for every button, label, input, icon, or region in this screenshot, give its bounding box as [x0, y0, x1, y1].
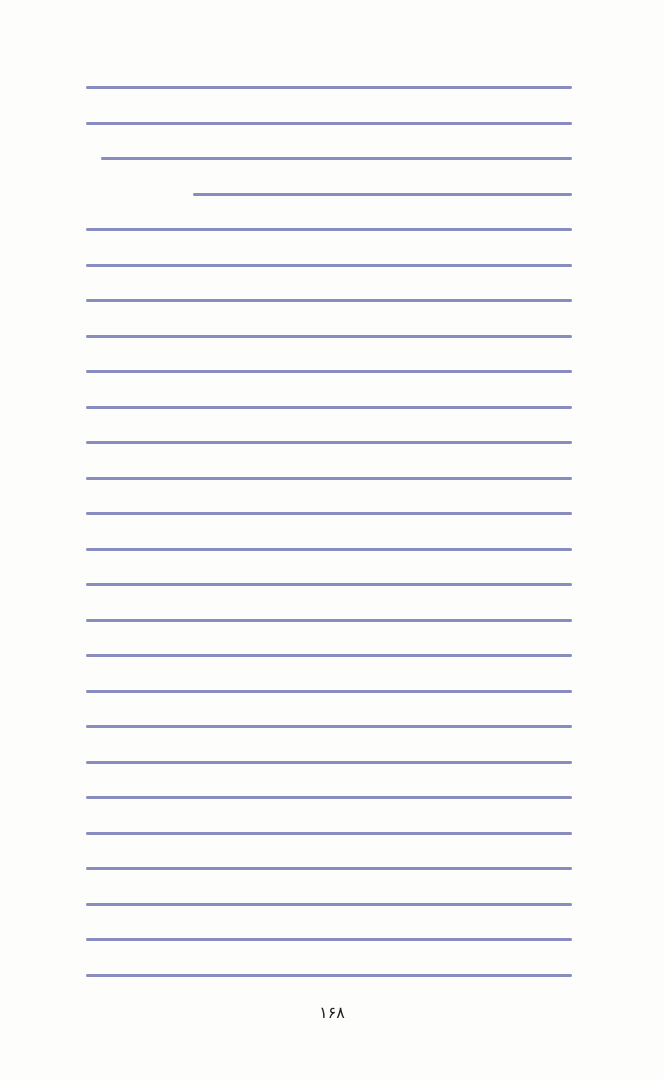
text-line	[86, 922, 572, 958]
text-line	[86, 248, 572, 284]
text-line	[86, 745, 572, 781]
text-line	[86, 603, 572, 639]
page-number: ۱۶۸	[319, 1003, 345, 1022]
text-line	[86, 532, 572, 568]
text-line	[86, 780, 572, 816]
page-text-lines	[86, 70, 572, 993]
text-line	[86, 425, 572, 461]
text-line	[86, 390, 572, 426]
text-line	[86, 851, 572, 887]
text-line	[86, 319, 572, 355]
text-line	[86, 141, 572, 177]
text-line	[86, 674, 572, 710]
text-line	[86, 567, 572, 603]
text-line	[86, 887, 572, 923]
text-line	[86, 283, 572, 319]
text-line	[86, 958, 572, 994]
text-line	[86, 177, 572, 213]
text-line	[86, 709, 572, 745]
text-line	[86, 106, 572, 142]
text-line	[86, 496, 572, 532]
text-line	[86, 212, 572, 248]
text-line	[86, 638, 572, 674]
text-line	[86, 461, 572, 497]
text-line	[86, 816, 572, 852]
text-line	[86, 354, 572, 390]
text-line	[86, 70, 572, 106]
